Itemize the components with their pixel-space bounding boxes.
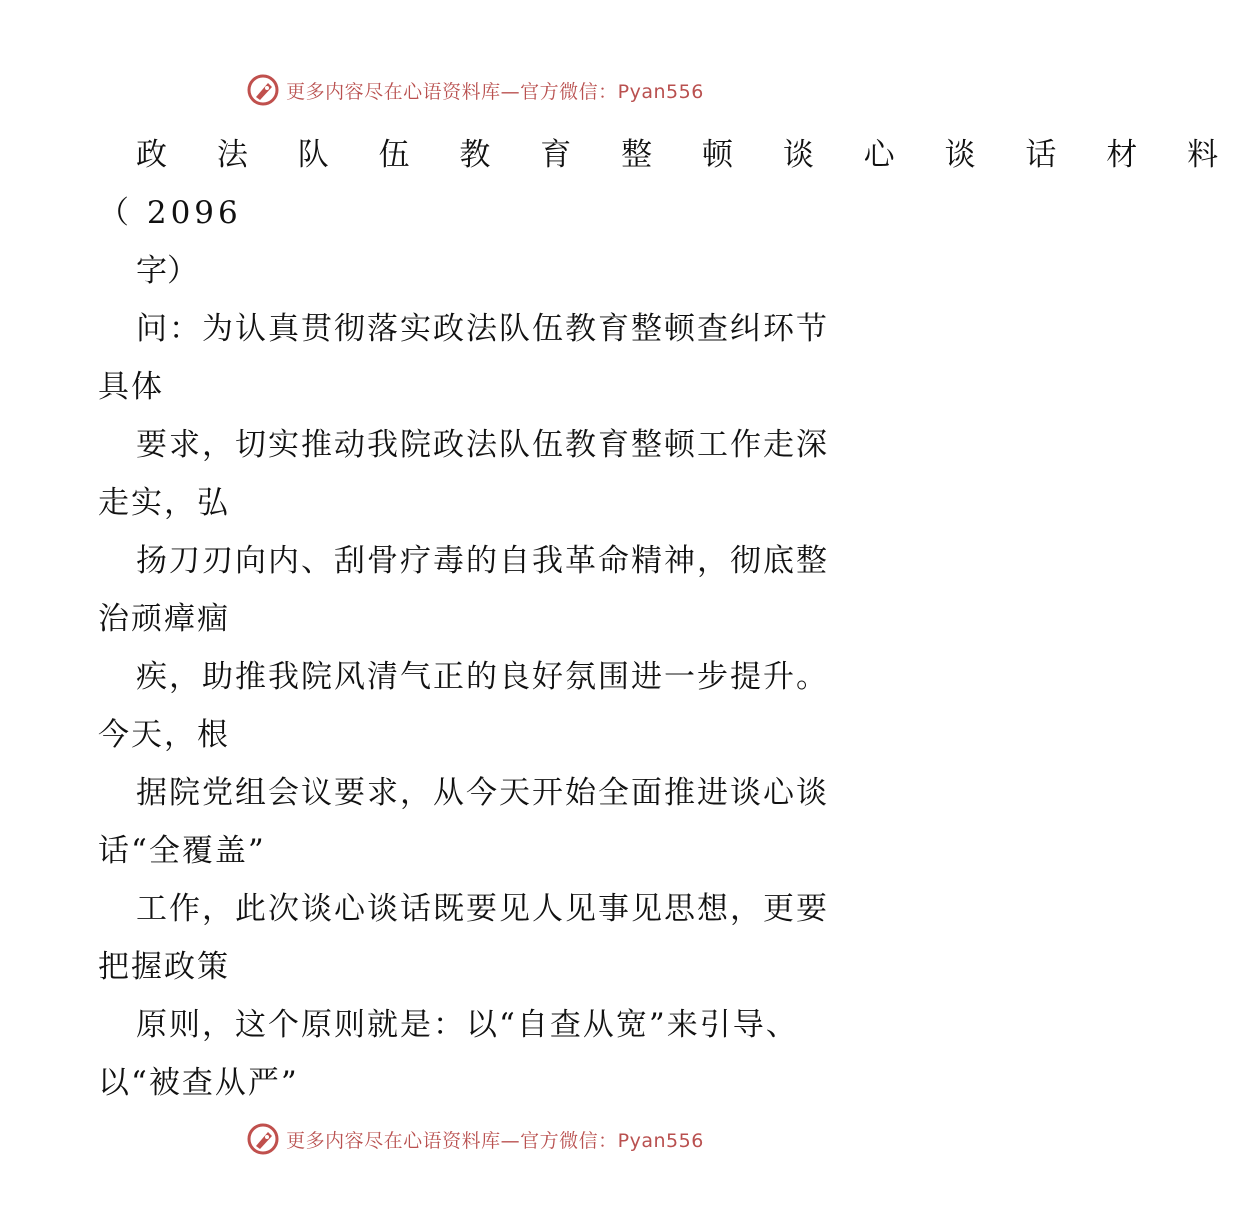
header-banner-text: 更多内容尽在心语资料库—官方微信：Pyan556 — [286, 80, 704, 103]
paragraph-line: 问：为认真贯彻落实政法队伍教育整顿查纠环节 — [136, 311, 829, 347]
paragraph-line: 扬刀刃向内、刮骨疗毒的自我革命精神，彻底整 — [136, 543, 829, 579]
paragraph-line: 工作，此次谈心谈话既要见人见事见思想，更要 — [136, 891, 829, 927]
paragraph-line: 今天，根 — [98, 717, 230, 753]
document-title-wordcount: （ 2096 — [98, 195, 242, 231]
pen-nib-logo-icon — [246, 1122, 280, 1156]
paragraph-line: 要求，切实推动我院政法队伍教育整顿工作走深 — [136, 427, 829, 463]
paragraph-line: 以“被查从严” — [98, 1065, 299, 1101]
paragraph-line: 话“全覆盖” — [98, 833, 266, 869]
paragraph-line: 治顽瘴痼 — [98, 601, 230, 637]
paragraph-line: 具体 — [98, 369, 164, 405]
document-title: 政 法 队 伍 教 育 整 顿 谈 心 谈 话 材 料 — [136, 137, 1238, 173]
header-banner — [0, 70, 950, 110]
paragraph-line: 原则，这个原则就是：以“自查从宽”来引导、 — [136, 1007, 799, 1043]
footer-banner-text: 更多内容尽在心语资料库—官方微信：Pyan556 — [286, 1129, 704, 1152]
paragraph-line: 把握政策 — [98, 949, 230, 985]
document-body — [98, 126, 1238, 1112]
paragraph-line: 走实，弘 — [98, 485, 230, 521]
paragraph-line: 疾，助推我院风清气正的良好氛围进一步提升。 — [136, 659, 829, 695]
document-title-suffix: 字） — [136, 253, 198, 289]
footer-banner — [0, 1119, 950, 1159]
paragraph-line: 据院党组会议要求，从今天开始全面推进谈心谈 — [136, 775, 829, 811]
pen-nib-logo-icon — [246, 73, 280, 107]
